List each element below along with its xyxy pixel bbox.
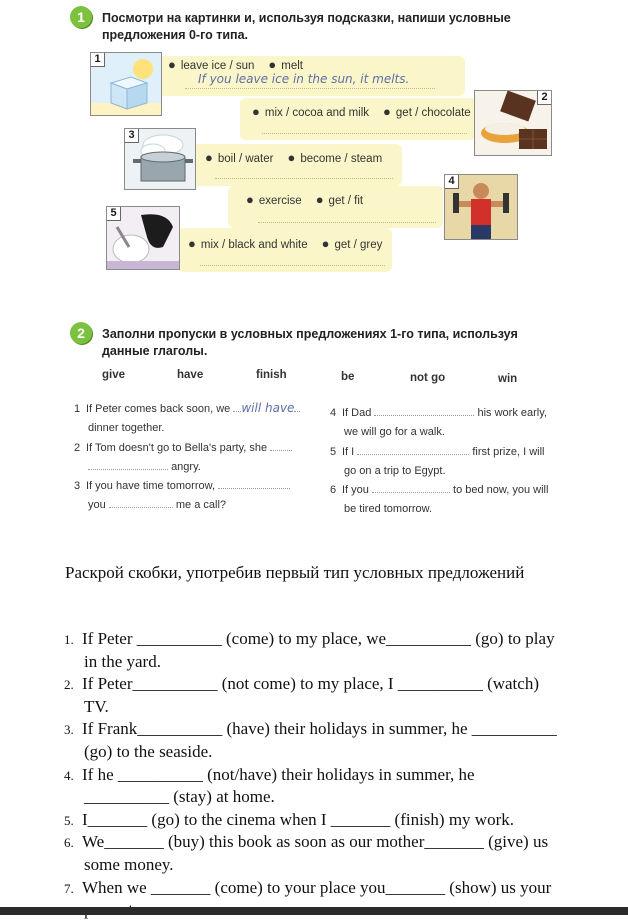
exercise-number: 3 [74, 480, 81, 492]
task2-title [102, 326, 518, 360]
verb-win: win [498, 373, 518, 385]
picture-number: 5 [107, 207, 121, 221]
picture-chocolate [474, 90, 552, 156]
picture-exercise [444, 174, 518, 240]
exercise-4 [330, 404, 590, 442]
exercise-text: If Dad [342, 407, 372, 419]
answer-line-5 [200, 265, 385, 266]
exercise-text: If you have time tomorrow, [86, 480, 215, 492]
verb-give: give [102, 369, 126, 381]
exercise-text: be tired tomorrow. [344, 503, 433, 515]
exercise-text: we will go for a walk. [344, 426, 445, 438]
task3-list [64, 628, 624, 922]
exercise-6 [330, 481, 590, 519]
task1-number-badge: 1 [70, 6, 92, 28]
hint-5-a: mix / black and white [200, 239, 308, 251]
picture-number: 3 [125, 129, 139, 143]
picture-ice-cube [90, 52, 162, 116]
exercise-2 [74, 439, 324, 477]
picture-number: 1 [91, 53, 105, 67]
hint-2-b: get / chocolate [395, 107, 471, 119]
exercise-3 [74, 477, 324, 515]
picture-mixing-paint [106, 206, 180, 270]
exercise-text: me a call? [175, 499, 227, 511]
answer-line-3 [215, 178, 393, 179]
hint-2-a: mix / cocoa and milk [264, 107, 370, 119]
item-number: 3. [64, 722, 74, 738]
hint-1-b: melt [281, 60, 303, 72]
item-number: 4. [64, 767, 74, 783]
item-line: in the yard. [84, 651, 161, 671]
item-line: If he __________ (not/have) their holidays in summer, he [82, 764, 475, 784]
picture-number: 4 [445, 175, 459, 189]
answer-line-1 [185, 88, 435, 89]
item-line: If Peter__________ (not come) to my place, I __________ (watch) [82, 674, 539, 694]
hint-1-a: leave ice / sun [180, 60, 255, 72]
hint-3: ● boil / water ● become / steam [205, 150, 383, 165]
exercise-number: 6 [330, 484, 337, 496]
item-line: If Peter __________ (come) to my place, we__________ (go) to play [82, 629, 555, 648]
task3-item-6 [64, 831, 624, 876]
picture-number: 2 [537, 91, 551, 105]
hint-3-a: boil / water [217, 153, 274, 165]
item-line: I_______ (go) to the cinema when I _______ (finish) my work. [82, 809, 514, 829]
hint-5-b: get / grey [334, 239, 383, 251]
task3-item-3 [64, 718, 624, 763]
verb-be: be [341, 371, 355, 383]
verb-finish: finish [256, 369, 287, 381]
exercise-text: to bed now, you will [453, 484, 549, 496]
exercise-number: 4 [330, 407, 337, 419]
task3-item-4 [64, 764, 624, 809]
item-line: __________ (stay) at home. [84, 787, 275, 807]
item-number: 6. [64, 835, 74, 851]
item-line: We_______ (buy) this book as soon as our mother_______ (give) us [82, 832, 549, 852]
exercise-text: If I [342, 446, 355, 458]
exercise-number: 1 [74, 403, 81, 415]
item-number: 5. [64, 812, 74, 828]
exercise-5 [330, 443, 590, 481]
exercise-1 [74, 399, 324, 438]
mixing-paint-icon [107, 207, 179, 269]
hint-4-b: get / fit [328, 195, 364, 207]
bottom-edge-bar [0, 907, 628, 915]
hint-1: ● leave ice / sun ● melt [168, 57, 303, 72]
task1-title-line1: Посмотри на картинки и, используя подсказки, напиши условные [102, 11, 511, 25]
boiling-pot-icon [125, 129, 195, 189]
handwritten-answer: will have [241, 401, 295, 415]
hint-3-b: become / steam [300, 153, 383, 165]
item-line: TV. [84, 696, 109, 716]
man-exercising-icon [445, 175, 517, 239]
verb-not-go: not go [410, 372, 446, 384]
verb-have: have [177, 369, 204, 381]
exercise-text: If Peter comes back soon, we [86, 403, 231, 415]
exercise-number: 2 [74, 442, 81, 454]
task3-item-2 [64, 673, 624, 718]
task3-heading: Раскрой скобки, употребив первый тип условных предложений [65, 563, 525, 582]
task2-title-line2: данные глаголы. [102, 344, 208, 358]
example-answer: If you leave ice in the sun, it melts. [198, 72, 410, 86]
item-line: If Frank__________ (have) their holidays in summer, he __________ [82, 719, 557, 739]
picture-boiling-pot [124, 128, 196, 190]
answer-line-2 [262, 133, 467, 134]
exercise-text: you [88, 499, 106, 511]
item-number: 7. [64, 880, 74, 896]
answer-line-4 [258, 222, 436, 223]
item-line: (go) to the seaside. [84, 741, 213, 761]
hint-4-a: exercise [258, 195, 302, 207]
exercise-text: his work early, [477, 407, 547, 419]
chocolate-bowl-icon [475, 91, 551, 155]
item-line: When we _______ (come) to your place you_______ (show) us your [82, 877, 552, 897]
task1-title [102, 10, 511, 44]
item-line: some money. [84, 854, 174, 874]
exercise-text: first prize, I will [472, 446, 545, 458]
task3-item-5 [64, 809, 624, 832]
task2-title-line1: Заполни пропуски в условных предложениях 1-го типа, используя [102, 327, 518, 341]
item-number: 2. [64, 677, 74, 693]
ice-cube-icon [91, 53, 161, 115]
hint-2: ● mix / cocoa and milk ● get / chocolate [252, 104, 471, 119]
hint-5: ● mix / black and white ● get / grey [188, 236, 383, 251]
exercise-number: 5 [330, 446, 337, 458]
hint-4: ● exercise ● get / fit [246, 192, 364, 207]
task1-title-line2: предложения 0-го типа. [102, 28, 249, 42]
exercise-text: dinner together. [88, 422, 165, 434]
exercise-text: angry. [171, 461, 201, 473]
exercise-text: If Tom doesn't go to Bella's party, she [86, 442, 268, 454]
exercise-text: If you [342, 484, 369, 496]
item-number: 1. [64, 632, 74, 647]
task2-number-badge: 2 [70, 322, 92, 344]
exercise-text: go on a trip to Egypt. [344, 465, 446, 477]
task3-item-1 [64, 628, 624, 673]
